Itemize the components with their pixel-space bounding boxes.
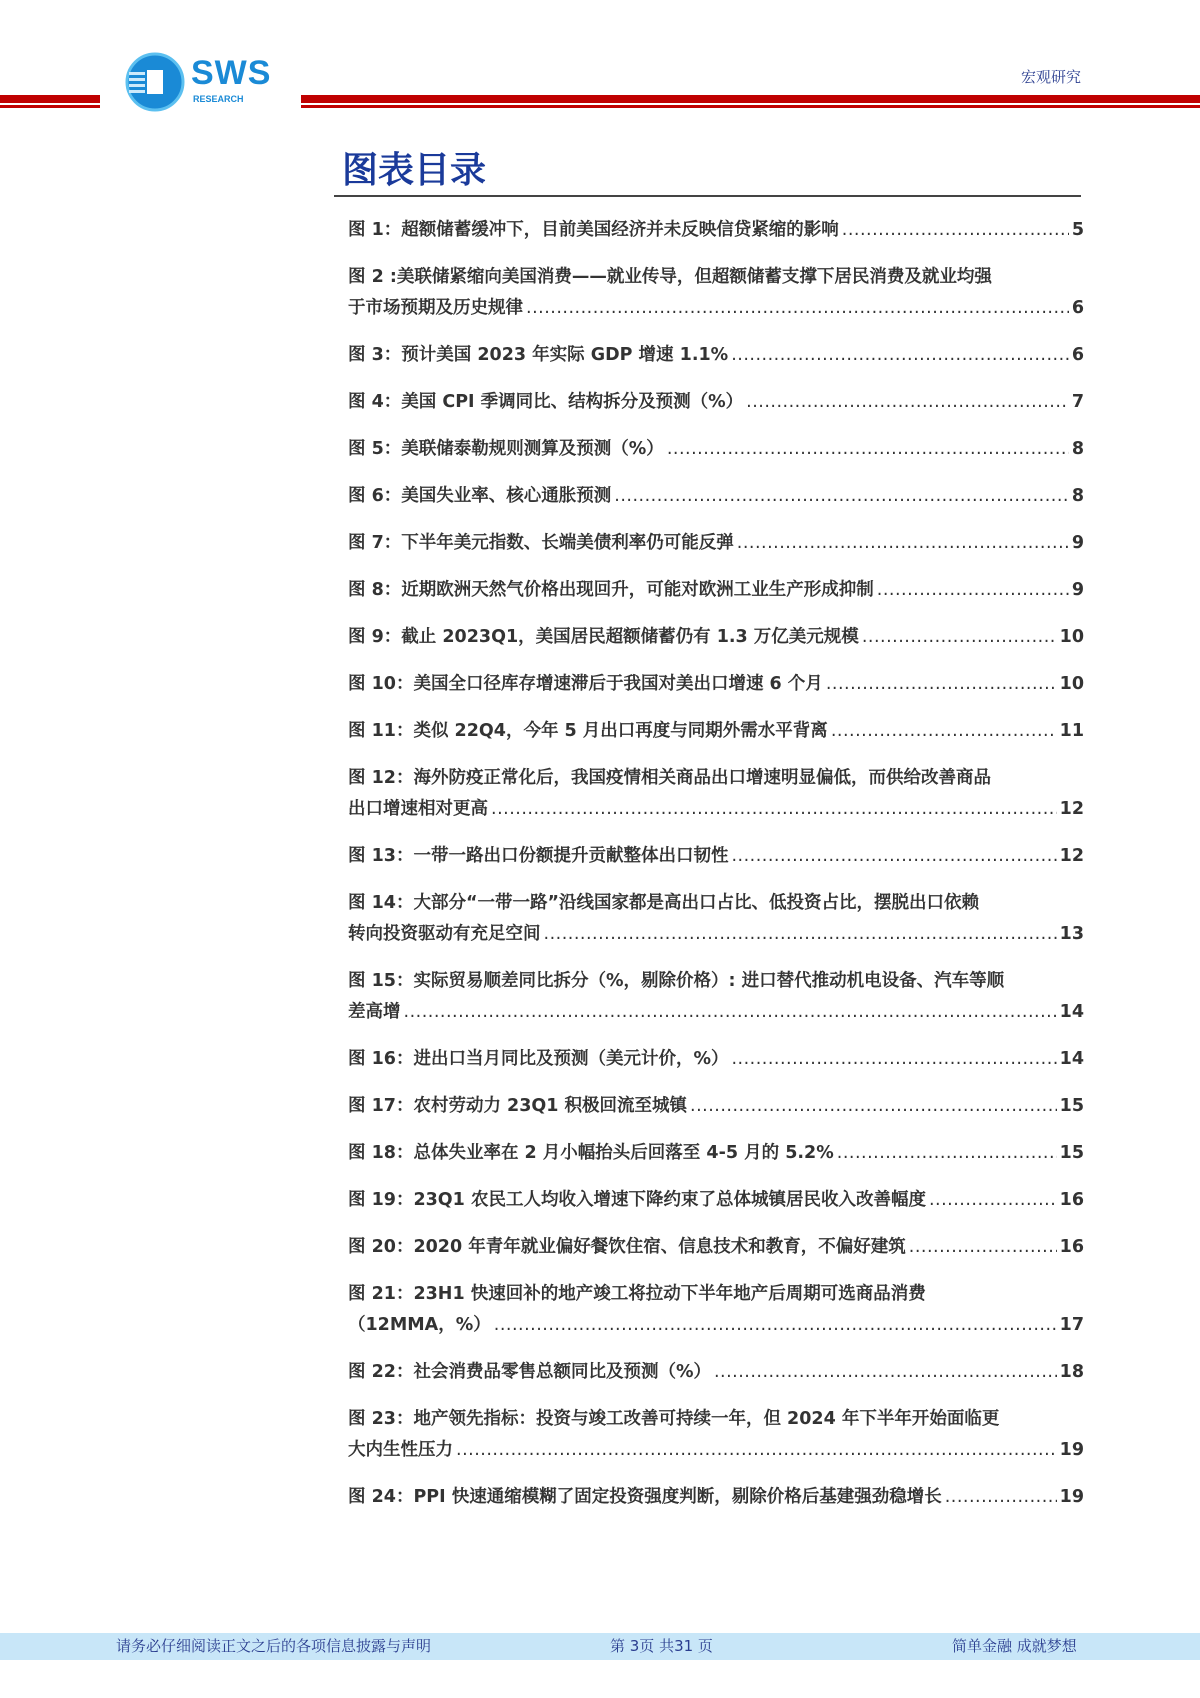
- toc-entry-page: 15: [1059, 1143, 1084, 1163]
- section-label: 宏观研究: [1021, 68, 1082, 86]
- toc-entry-title: 图 24：PPI 快速通缩模糊了固定投资强度判断，剔除价格后基建强劲稳增长: [348, 1487, 942, 1507]
- toc-entry-title: 图 2 :美联储紧缩向美国消费——就业传导，但超额储蓄支撑下居民消费及就业均强: [348, 267, 992, 287]
- toc-entry-page: 9: [1071, 533, 1084, 553]
- toc-entry-title-cont: （12MMA，%）: [348, 1315, 491, 1335]
- title-divider: [334, 195, 1081, 197]
- footer-bar: [0, 1633, 1200, 1660]
- toc-entry[interactable]: [348, 622, 1084, 653]
- toc-entry-page: 12: [1059, 799, 1084, 819]
- toc-entry-title-cont: 出口增速相对更高: [348, 799, 488, 819]
- toc-entry-page: 6: [1071, 298, 1084, 318]
- dot-leader: [826, 669, 1057, 700]
- page-title: 图表目录: [342, 150, 487, 191]
- toc-entry-title: 图 19：23Q1 农民工人均收入增速下降约束了总体城镇居民收入改善幅度: [348, 1190, 926, 1210]
- toc-entry-title: 图 11：类似 22Q4，今年 5 月出口再度与同期外需水平背离: [348, 721, 828, 741]
- toc-entry-title: 图 21：23H1 快速回补的地产竣工将拉动下半年地产后周期可选商品消费: [348, 1284, 926, 1304]
- header-red-bar-right: [301, 95, 1200, 108]
- toc-entry-title: 图 4：美国 CPI 季调同比、结构拆分及预测（%）: [348, 392, 744, 412]
- toc-entry-title: 图 13：一带一路出口份额提升贡献整体出口韧性: [348, 846, 729, 866]
- logo-globe-icon: [125, 52, 187, 112]
- toc-entry-title: 图 7：下半年美元指数、长端美债利率仍可能反弹: [348, 533, 734, 553]
- logo-subtext: RESEARCH: [193, 94, 244, 104]
- dot-leader: [746, 387, 1069, 418]
- toc-entry[interactable]: [348, 888, 1084, 950]
- dot-leader: [491, 794, 1057, 825]
- toc-entry-title: 图 20：2020 年青年就业偏好餐饮住宿、信息技术和教育，不偏好建筑: [348, 1237, 906, 1257]
- toc-entry-page: 16: [1059, 1237, 1084, 1257]
- toc-entry[interactable]: [348, 669, 1084, 700]
- toc-entry-title: 图 23：地产领先指标：投资与竣工改善可持续一年，但 2024 年下半年开始面临更: [348, 1409, 1000, 1429]
- toc-entry-page: 11: [1059, 721, 1084, 741]
- toc-entry[interactable]: [348, 1044, 1084, 1075]
- dot-leader: [690, 1091, 1057, 1122]
- dot-leader: [404, 997, 1057, 1028]
- dot-leader: [877, 575, 1069, 606]
- toc-entry-title: 图 6：美国失业率、核心通胀预测: [348, 486, 612, 506]
- dot-leader: [731, 1044, 1056, 1075]
- dot-leader: [862, 622, 1057, 653]
- logo-text: SWS: [191, 54, 272, 92]
- toc-entry[interactable]: [348, 340, 1084, 371]
- toc-entry[interactable]: [348, 763, 1084, 825]
- toc-entry-page: 18: [1059, 1362, 1084, 1382]
- toc-entry[interactable]: [348, 841, 1084, 872]
- toc-entry[interactable]: [348, 1091, 1084, 1122]
- toc-entry[interactable]: [348, 1404, 1084, 1466]
- toc-entry-page: 7: [1071, 392, 1084, 412]
- toc-entry[interactable]: [348, 481, 1084, 512]
- toc-entry-page: 9: [1071, 580, 1084, 600]
- dot-leader: [526, 293, 1069, 324]
- toc-entry-title-cont: 大内生性压力: [348, 1440, 453, 1460]
- toc-entry-title: 图 3：预计美国 2023 年实际 GDP 增速 1.1%: [348, 345, 729, 365]
- toc-entry[interactable]: [348, 1357, 1084, 1388]
- toc-entry-title: 图 10：美国全口径库存增速滞后于我国对美出口增速 6 个月: [348, 674, 823, 694]
- dot-leader: [456, 1435, 1057, 1466]
- dot-leader: [831, 716, 1057, 747]
- toc-entry-title-cont: 于市场预期及历史规律: [348, 298, 523, 318]
- toc-entry-title: 图 16：进出口当月同比及预测（美元计价，%）: [348, 1049, 729, 1069]
- toc-entry-title: 图 18：总体失业率在 2 月小幅抬头后回落至 4-5 月的 5.2%: [348, 1143, 834, 1163]
- toc-entry[interactable]: [348, 434, 1084, 465]
- toc-entry[interactable]: [348, 1232, 1084, 1263]
- toc-entry-page: 10: [1059, 627, 1084, 647]
- toc-entry-page: 16: [1059, 1190, 1084, 1210]
- toc-entry-page: 19: [1059, 1440, 1084, 1460]
- toc-entry[interactable]: [348, 387, 1084, 418]
- dot-leader: [837, 1138, 1057, 1169]
- toc-entry-title: 图 5：美联储泰勒规则测算及预测（%）: [348, 439, 664, 459]
- toc-entry-page: 8: [1071, 439, 1084, 459]
- toc-entry[interactable]: [348, 966, 1084, 1028]
- toc-entry-page: 10: [1059, 674, 1084, 694]
- dot-leader: [842, 215, 1069, 246]
- dot-leader: [731, 340, 1069, 371]
- toc-entry[interactable]: [348, 1482, 1084, 1513]
- dot-leader: [909, 1232, 1057, 1263]
- toc-entry-page: 14: [1059, 1049, 1084, 1069]
- toc-entry[interactable]: [348, 716, 1084, 747]
- toc-entry[interactable]: [348, 215, 1084, 246]
- toc-entry-title: 图 17：农村劳动力 23Q1 积极回流至城镇: [348, 1096, 688, 1116]
- dot-leader: [494, 1310, 1057, 1341]
- toc-entry-page: 5: [1071, 220, 1084, 240]
- figure-list: [348, 215, 1084, 1529]
- footer-page-info: 第 3页 共31 页: [610, 1637, 713, 1655]
- toc-entry-title: 图 12：海外防疫正常化后，我国疫情相关商品出口增速明显偏低，而供给改善商品: [348, 768, 991, 788]
- toc-entry-page: 15: [1059, 1096, 1084, 1116]
- toc-entry-page: 17: [1059, 1315, 1084, 1335]
- dot-leader: [929, 1185, 1057, 1216]
- toc-entry-page: 14: [1059, 1002, 1084, 1022]
- dot-leader: [945, 1482, 1057, 1513]
- dot-leader: [731, 841, 1056, 872]
- toc-entry[interactable]: [348, 528, 1084, 559]
- toc-entry-title: 图 14：大部分“一带一路”沿线国家都是高出口占比、低投资占比，摆脱出口依赖: [348, 893, 979, 913]
- toc-entry-page: 12: [1059, 846, 1084, 866]
- toc-entry[interactable]: [348, 1279, 1084, 1341]
- dot-leader: [614, 481, 1069, 512]
- toc-entry[interactable]: [348, 1138, 1084, 1169]
- toc-entry-title-cont: 转向投资驱动有充足空间: [348, 924, 541, 944]
- sws-logo: [125, 52, 280, 112]
- toc-entry-title: 图 15：实际贸易顺差同比拆分（%，剔除价格）: 进口替代推动机电设备、汽车等顺: [348, 971, 1005, 991]
- toc-entry-title: 图 9：截止 2023Q1，美国居民超额储蓄仍有 1.3 万亿美元规模: [348, 627, 859, 647]
- toc-entry-title: 图 22：社会消费品零售总额同比及预测（%）: [348, 1362, 711, 1382]
- toc-entry-page: 6: [1071, 345, 1084, 365]
- footer-slogan: 简单金融 成就梦想: [952, 1637, 1077, 1655]
- toc-entry-page: 8: [1071, 486, 1084, 506]
- footer-disclaimer: 请务必仔细阅读正文之后的各项信息披露与声明: [116, 1637, 432, 1655]
- toc-entry-title: 图 1：超额储蓄缓冲下，目前美国经济并未反映信贷紧缩的影响: [348, 220, 839, 240]
- toc-entry[interactable]: [348, 575, 1084, 606]
- dot-leader: [667, 434, 1069, 465]
- toc-entry-title-cont: 差高增: [348, 1002, 401, 1022]
- header-red-bar-left: [0, 95, 100, 108]
- toc-entry-page: 19: [1059, 1487, 1084, 1507]
- toc-entry-title: 图 8：近期欧洲天然气价格出现回升，可能对欧洲工业生产形成抑制: [348, 580, 874, 600]
- toc-entry[interactable]: [348, 262, 1084, 324]
- toc-entry-page: 13: [1059, 924, 1084, 944]
- toc-entry[interactable]: [348, 1185, 1084, 1216]
- dot-leader: [737, 528, 1069, 559]
- dot-leader: [544, 919, 1057, 950]
- dot-leader: [714, 1357, 1057, 1388]
